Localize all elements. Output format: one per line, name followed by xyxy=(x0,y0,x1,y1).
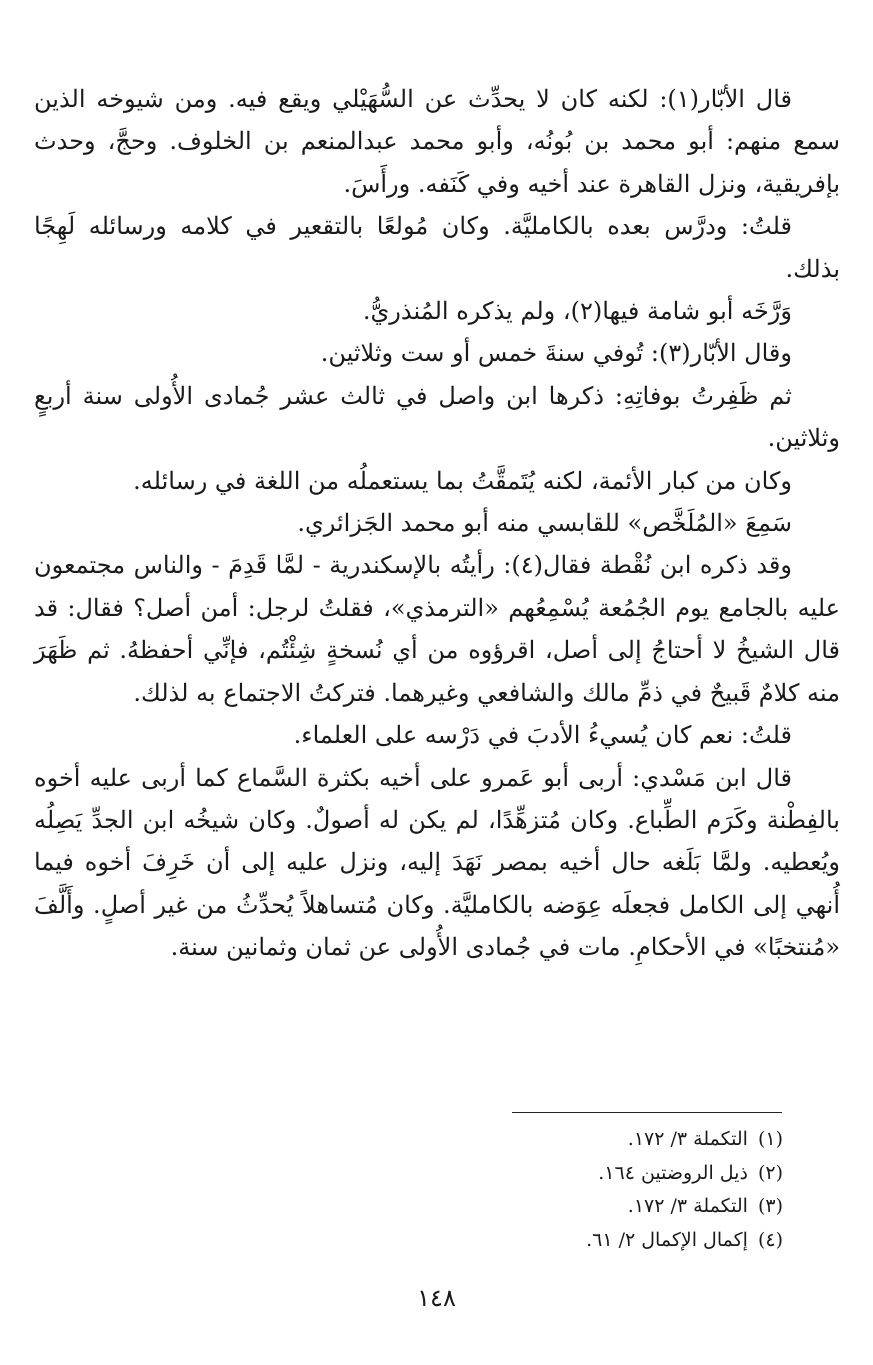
footnote-text: ذيل الروضتين ١٦٤. xyxy=(598,1161,748,1184)
paragraph: وقال الأبّار(٣): تُوفي سنةَ خمس أو ست وثلاثين. xyxy=(320,339,792,368)
footnote-number: (٢) xyxy=(757,1161,783,1184)
footnote-divider xyxy=(512,1112,782,1113)
paragraph: ثم ظَفِرتُ بوفاتِهِ: ذكرها ابن واصل في ثالث عشر جُمادى الأُولى سنة أربعٍ وثلاثين. xyxy=(34,381,840,453)
footnotes xyxy=(363,1123,783,1257)
paragraph: سَمِعَ «المُلَخَّص» للقابسي منه أبو محمد الجَزائري. xyxy=(297,509,792,538)
page-number: ١٤٨ xyxy=(417,1284,456,1312)
footnote-number: (٤) xyxy=(757,1228,783,1251)
paragraph: وكان من كبار الأئمة، لكنه يُتَمقَّتُ بما يستعملُه من اللغة في رسائله. xyxy=(133,466,792,495)
footnote-number: (٣) xyxy=(757,1195,783,1217)
paragraph: قلتُ: ودرَّس بعده بالكامليَّة. وكان مُولعًا بالتقعير في كلامه ورسائله لَهِجًا بذلك. xyxy=(34,212,840,283)
paragraph: وقد ذكره ابن نُقْطة فقال(٤): رأيتُه بالإسكندرية - لمَّا قَدِمَ - والناس مجتمعون عليه بالجامع يوم الجُمُعة يُسْمِعُهم «الترمذي»، فقلتُ لرجل: أمن أصل؟ فقال: قد قال الشيخُ لا أحتاجُ إلى أصل، اقرؤوه من أي نُسخةٍ شِئْتُم، فإنِّي أحفظهُ. ثم ظَهَرَ منه كلامٌ قَبيحٌ في ذمِّ مالك والشافعي وغيرهما. فتركتُ الاجتماع به لذلك. xyxy=(34,551,840,707)
paragraph: قال ابن مَسْدي: أربى أبو عَمرو على أخيه بكثرة السَّماع كما أربى عليه أخوه بالفِطْنة وكَرَم الطِّباع. وكان مُتزهِّدًا، لم يكن له أصولٌ. وكان شيخُه ابن الجدِّ يَصِلُه ويُعطيه. ولمَّا بَلَغه حال أخيه بمصر نَهَدَ إليه، ونزل عليه إلى أن خَرِفَ أخوه فيما أُنهي إلى الكامل فجعلَه عِوَضه بالكامليَّة. وكان مُتساهلاً يُحدِّثُ من غير أصلٍ. وأَلَّفَ «مُنتخبًا» في الأحكامِ. مات في جُمادى الأُولى عن ثمان وثمانين سنة. xyxy=(34,763,840,962)
footnote xyxy=(363,1190,783,1224)
main-text xyxy=(34,78,840,969)
paragraph: وَرَّخَه أبو شامة فيها(٢)، ولم يذكره المُنذريُّ. xyxy=(362,297,792,326)
footnote xyxy=(363,1224,783,1258)
footnote-text: إكمال الإكمال ٢/ ٦١. xyxy=(586,1228,748,1251)
footnote xyxy=(363,1157,783,1191)
footnote-text: التكملة ٣/ ١٧٢. xyxy=(627,1128,748,1150)
paragraph: قلتُ: نعم كان يُسيءُ الأدبَ في دَرْسه على العلماء. xyxy=(293,721,792,750)
paragraph: قال الأبّار(١): لكنه كان لا يحدِّث عن السُّهَيْلي ويقع فيه. ومن شيوخه الذين سمع منهم: أبو محمد بن بُونُه، وأبو محمد عبدالمنعم بن الخلوف. وحجَّ، وحدث بإفريقية، ونزل القاهرة عند أخيه وفي كَنَفه. ورأَسَ. xyxy=(34,85,840,198)
footnote-number: (١) xyxy=(757,1128,783,1150)
footnote xyxy=(363,1123,783,1157)
footnote-text: التكملة ٣/ ١٧٢. xyxy=(627,1195,748,1217)
